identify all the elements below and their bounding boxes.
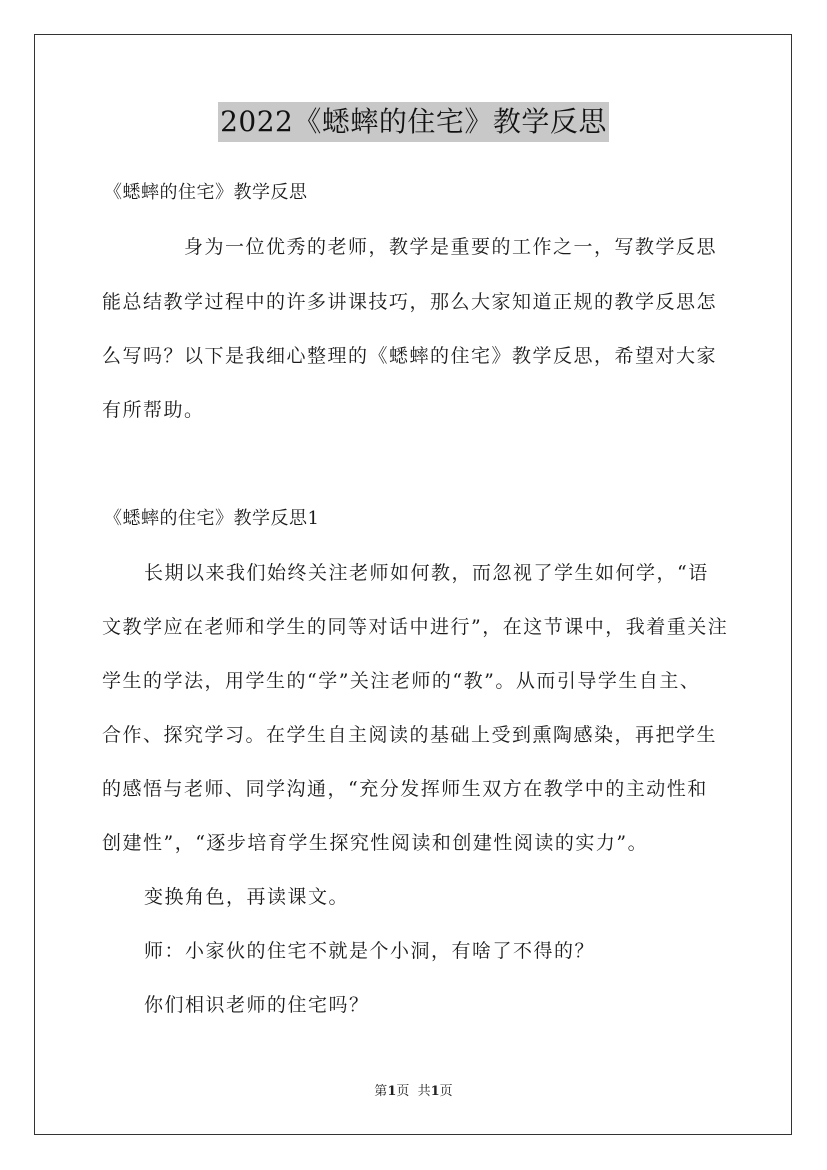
body-line-9: 你们相识老师的住宅吗？ — [144, 994, 370, 1016]
body-line-4: 合作、探究学习。在学生自主阅读的基础上受到熏陶感染，再把学生 — [102, 724, 718, 746]
body-line-5: 的感悟与老师、同学沟通，“充分发挥师生双方在教学中的主动性和 — [102, 778, 708, 800]
page-footer — [0, 1083, 827, 1101]
intro-line-4: 有所帮助。 — [102, 399, 205, 421]
document-title: 2022《蟋蟀的住宅》教学反思 — [218, 102, 609, 142]
footer-page-prefix: 第 — [374, 1084, 388, 1099]
footer-page-suffix: 页 — [439, 1084, 453, 1099]
footer-page-mid: 页 共 — [396, 1084, 431, 1099]
footer-page-total: 1 — [430, 1084, 440, 1099]
body-line-8: 师：小家伙的住宅不就是个小洞，有啥了不得的？ — [144, 940, 596, 962]
body-line-6: 创建性”，“逐步培育学生探究性阅读和创建性阅读的实力”。 — [102, 832, 649, 854]
body-line-1: 长期以来我们始终关注老师如何教，而忽视了学生如何学，“语 — [144, 562, 709, 584]
intro-line-3: 么写吗？以下是我细心整理的《蟋蟀的住宅》教学反思，希望对大家 — [102, 345, 718, 367]
section-heading: 《蟋蟀的住宅》教学反思1 — [104, 508, 320, 529]
body-line-7: 变换角色，再读课文。 — [144, 886, 350, 908]
document-heading: 《蟋蟀的住宅》教学反思 — [104, 182, 308, 203]
footer-page-current: 1 — [387, 1084, 397, 1099]
body-line-3: 学生的学法，用学生的“学”关注老师的“教”。从而引导学生自主、 — [102, 670, 701, 692]
title-container — [0, 102, 827, 142]
intro-line-2: 能总结教学过程中的许多讲课技巧，那么大家知道正规的教学反思怎 — [102, 291, 718, 313]
body-line-2: 文教学应在老师和学生的同等对话中进行”，在这节课中，我着重关注 — [102, 616, 729, 638]
intro-line-1: 身为一位优秀的老师，教学是重要的工作之一，写教学反思 — [184, 236, 718, 258]
